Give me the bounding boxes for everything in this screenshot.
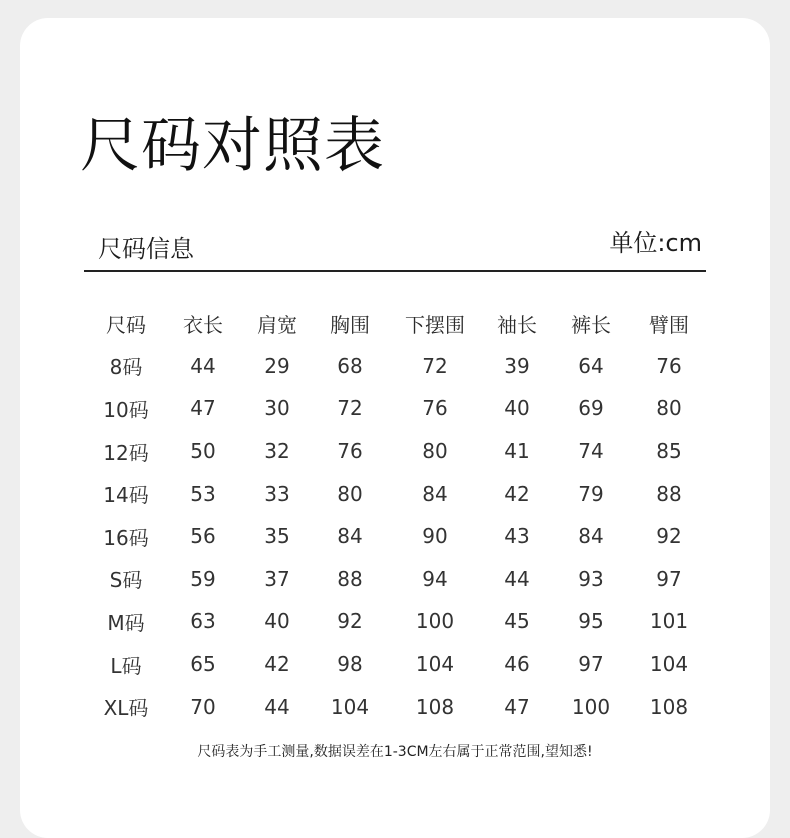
cell-arm: 92 bbox=[656, 524, 682, 549]
table-row bbox=[86, 643, 706, 686]
table-row bbox=[86, 387, 706, 430]
column-header-chest: 胸围 bbox=[330, 312, 370, 337]
cell-shoulder: 33 bbox=[264, 481, 290, 506]
cell-size: S码 bbox=[109, 568, 143, 593]
column-header-shoulder: 肩宽 bbox=[257, 312, 297, 337]
cell-hem: 108 bbox=[415, 694, 455, 719]
cell-length: 53 bbox=[190, 481, 216, 506]
cell-shoulder: 40 bbox=[264, 609, 290, 634]
cell-sleeve: 47 bbox=[504, 694, 530, 719]
table-row bbox=[86, 685, 706, 728]
cell-size: 8码 bbox=[109, 355, 143, 380]
cell-length: 59 bbox=[190, 566, 216, 591]
cell-arm: 80 bbox=[656, 396, 682, 421]
cell-pants-length: 79 bbox=[578, 481, 604, 506]
unit-label: 单位:cm bbox=[609, 229, 702, 257]
cell-hem: 90 bbox=[422, 524, 448, 549]
cell-length: 63 bbox=[190, 609, 216, 634]
size-table bbox=[86, 302, 706, 728]
column-header-length: 衣长 bbox=[183, 312, 223, 337]
cell-length: 65 bbox=[190, 652, 216, 677]
cell-sleeve: 39 bbox=[504, 353, 530, 378]
cell-arm: 85 bbox=[656, 439, 682, 464]
cell-size: L码 bbox=[110, 653, 142, 678]
cell-sleeve: 41 bbox=[504, 439, 530, 464]
cell-shoulder: 35 bbox=[264, 524, 290, 549]
cell-length: 50 bbox=[190, 439, 216, 464]
column-header-arm: 臂围 bbox=[649, 312, 689, 337]
cell-pants-length: 84 bbox=[578, 524, 604, 549]
cell-size: 10码 bbox=[103, 397, 149, 422]
cell-pants-length: 74 bbox=[578, 439, 604, 464]
page-title: 尺码对照表 bbox=[80, 111, 385, 181]
cell-shoulder: 30 bbox=[264, 396, 290, 421]
cell-length: 47 bbox=[190, 396, 216, 421]
cell-chest: 98 bbox=[337, 652, 363, 677]
cell-chest: 72 bbox=[337, 396, 363, 421]
cell-pants-length: 69 bbox=[578, 396, 604, 421]
cell-pants-length: 97 bbox=[578, 652, 604, 677]
cell-sleeve: 44 bbox=[504, 566, 530, 591]
cell-chest: 92 bbox=[337, 609, 363, 634]
cell-shoulder: 42 bbox=[264, 652, 290, 677]
table-row bbox=[86, 430, 706, 473]
cell-hem: 94 bbox=[422, 566, 448, 591]
cell-hem: 80 bbox=[422, 439, 448, 464]
cell-sleeve: 46 bbox=[504, 652, 530, 677]
cell-size: XL码 bbox=[103, 696, 149, 721]
table-header-row bbox=[86, 302, 706, 345]
column-header-sleeve: 袖长 bbox=[497, 312, 537, 337]
cell-shoulder: 29 bbox=[264, 353, 290, 378]
cell-size: M码 bbox=[107, 610, 145, 635]
cell-arm: 104 bbox=[649, 652, 689, 677]
column-header-hem: 下摆围 bbox=[405, 312, 465, 337]
cell-pants-length: 93 bbox=[578, 566, 604, 591]
section-title: 尺码信息 bbox=[98, 235, 194, 263]
cell-pants-length: 64 bbox=[578, 353, 604, 378]
cell-sleeve: 45 bbox=[504, 609, 530, 634]
cell-chest: 88 bbox=[337, 566, 363, 591]
cell-arm: 76 bbox=[656, 353, 682, 378]
cell-length: 44 bbox=[190, 353, 216, 378]
cell-sleeve: 42 bbox=[504, 481, 530, 506]
cell-chest: 84 bbox=[337, 524, 363, 549]
cell-hem: 72 bbox=[422, 353, 448, 378]
cell-length: 56 bbox=[190, 524, 216, 549]
cell-chest: 68 bbox=[337, 353, 363, 378]
cell-chest: 104 bbox=[330, 694, 370, 719]
column-header-size: 尺码 bbox=[106, 312, 146, 337]
cell-pants-length: 100 bbox=[571, 694, 611, 719]
section-header bbox=[84, 226, 706, 272]
cell-hem: 84 bbox=[422, 481, 448, 506]
cell-arm: 101 bbox=[649, 609, 689, 634]
cell-length: 70 bbox=[190, 694, 216, 719]
cell-chest: 76 bbox=[337, 439, 363, 464]
cell-size: 14码 bbox=[103, 483, 149, 508]
cell-arm: 88 bbox=[656, 481, 682, 506]
cell-shoulder: 44 bbox=[264, 694, 290, 719]
cell-size: 16码 bbox=[103, 525, 149, 550]
table-row bbox=[86, 472, 706, 515]
table-row bbox=[86, 345, 706, 388]
cell-arm: 108 bbox=[649, 694, 689, 719]
table-row bbox=[86, 515, 706, 558]
measurement-note: 尺码表为手工测量,数据误差在1-3CM左右属于正常范围,望知悉! bbox=[197, 744, 593, 760]
cell-chest: 80 bbox=[337, 481, 363, 506]
cell-sleeve: 40 bbox=[504, 396, 530, 421]
column-header-pants-length: 裤长 bbox=[571, 312, 611, 337]
cell-hem: 100 bbox=[415, 609, 455, 634]
cell-sleeve: 43 bbox=[504, 524, 530, 549]
cell-shoulder: 32 bbox=[264, 439, 290, 464]
table-row bbox=[86, 600, 706, 643]
cell-size: 12码 bbox=[103, 440, 149, 465]
cell-hem: 104 bbox=[415, 652, 455, 677]
cell-shoulder: 37 bbox=[264, 566, 290, 591]
cell-hem: 76 bbox=[422, 396, 448, 421]
table-row bbox=[86, 558, 706, 601]
cell-pants-length: 95 bbox=[578, 609, 604, 634]
cell-arm: 97 bbox=[656, 566, 682, 591]
